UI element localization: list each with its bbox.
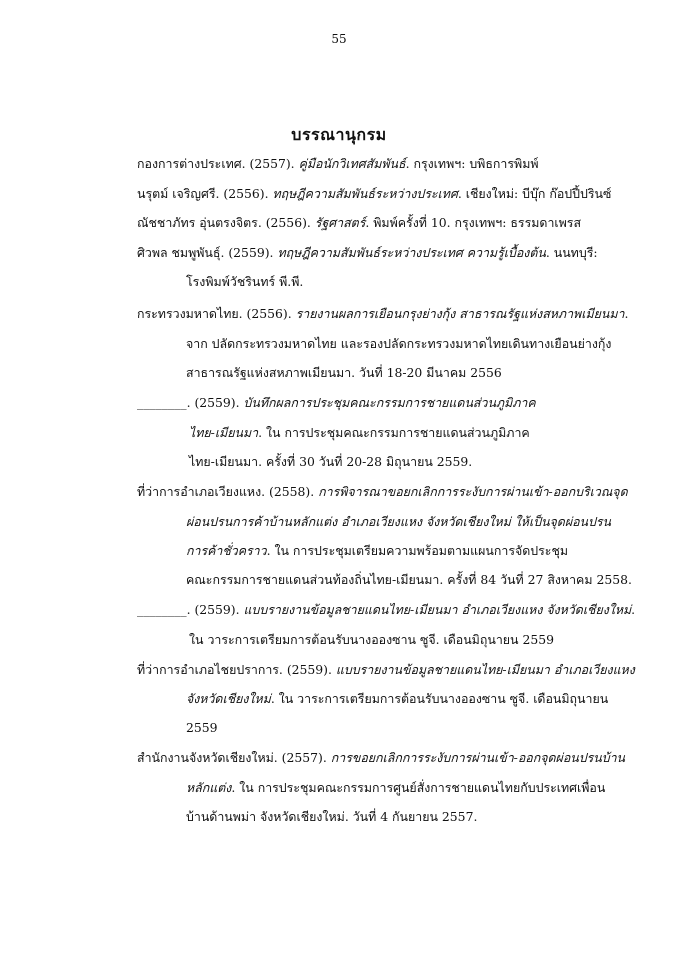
reference-entry-line: กระทรวงมหาดไทย. (2556). รายงานผลการเยือนกรุงย่างกุ้ง สาธารณรัฐแห่งสหภาพเมียนมา. xyxy=(137,306,629,321)
reference-entry-line: ใน วาระการเตรียมการต้อนรับนางอองซาน ซูจี. เดือนมิถุนายน 2559 xyxy=(189,632,554,647)
reference-entry-line: ณัชชาภัทร อุ่นตรงจิตร. (2556). รัฐศาสตร์. พิมพ์ครั้งที่ 10. กรุงเทพฯ: ธรรมดาเพรส xyxy=(137,215,582,230)
reference-entry-line: สำนักงานจังหวัดเชียงใหม่. (2557). การขอยกเลิกการระงับการผ่านเข้า-ออกจุดผ่อนปรนบ้าน xyxy=(137,750,626,765)
reference-entry-line: ผ่อนปรนการค้าบ้านหลักแต่ง อำเภอเวียงแหง จังหวัดเชียงใหม่ ให้เป็นจุดผ่อนปรน xyxy=(186,514,612,529)
reference-entry-line: ไทย-เมียนมา. ครั้งที่ 30 วันที่ 20-28 มิถุนายน 2559. xyxy=(189,454,473,469)
reference-entry-line: กองการต่างประเทศ. (2557). คู่มือนักวิเทศสัมพันธ์. กรุงเทพฯ: บพิธการพิมพ์ xyxy=(137,156,539,171)
page-title: บรรณานุกรม xyxy=(291,125,387,144)
reference-entry-line: ศิวพล ชมพูพันธุ์. (2559). ทฤษฎีความสัมพันธ์ระหว่างประเทศ ความรู้เบื้องต้น. นนทบุรี: xyxy=(137,245,598,260)
reference-entry-line: บ้านด้านพม่า จังหวัดเชียงใหม่. วันที่ 4 กันยายน 2557. xyxy=(186,809,478,824)
reference-entry-line: สาธารณรัฐแห่งสหภาพเมียนมา. วันที่ 18-20 มีนาคม 2556 xyxy=(186,365,502,380)
reference-entry-line: คณะกรรมการชายแดนส่วนท้องถิ่นไทย-เมียนมา. ครั้งที่ 84 วันที่ 27 สิงหาคม 2558. xyxy=(186,572,632,587)
reference-entry-line: หลักแต่ง. ใน การประชุมคณะกรรมการศูนย์สั่งการชายแดนไทยกับประเทศเพื่อน xyxy=(186,780,606,795)
reference-entry-line: ________. (2559). แบบรายงานข้อมูลชายแดนไทย-เมียนมา อำเภอเวียงแหง จังหวัดเชียงใหม่. xyxy=(137,602,636,617)
reference-entry-line: โรงพิมพ์วัชรินทร์ พี.พี. xyxy=(186,274,304,289)
reference-entry-line: 2559 xyxy=(186,720,218,735)
page-number: 55 xyxy=(331,32,347,46)
reference-entry-line: การค้าชั่วคราว. ใน การประชุมเตรียมความพร้อมตามแผนการจัดประชุม xyxy=(186,543,569,558)
reference-entry-line: นรุตม์ เจริญศรี. (2556). ทฤษฎีความสัมพันธ์ระหว่างประเทศ. เชียงใหม่: บีบุ๊ก ก๊อปปี้ปรินซ์ xyxy=(137,186,612,201)
reference-entry-line: จังหวัดเชียงใหม่. ใน วาระการเตรียมการต้อนรับนางอองซาน ซูจี. เดือนมิถุนายน xyxy=(186,691,609,706)
reference-entry-line: ที่ว่าการอำเภอเวียงแหง. (2558). การพิจารณาขอยกเลิกการระงับการผ่านเข้า-ออกบริเวณจุด xyxy=(137,484,628,499)
reference-entry-line: ________. (2559). บันทึกผลการประชุมคณะกรรมการชายแดนส่วนภูมิภาค xyxy=(137,395,536,410)
reference-entry-line: จาก ปลัดกระทรวงมหาดไทย และรองปลัดกระทรวงมหาดไทยเดินทางเยือนย่างกุ้ง xyxy=(186,336,612,351)
reference-entry-line: ที่ว่าการอำเภอไชยปราการ. (2559). แบบรายงานข้อมูลชายแดนไทย-เมียนมา อำเภอเวียงแหง xyxy=(137,662,635,677)
reference-entry-line: ไทย-เมียนมา. ใน การประชุมคณะกรรมการชายแดนส่วนภูมิภาค xyxy=(189,425,530,440)
